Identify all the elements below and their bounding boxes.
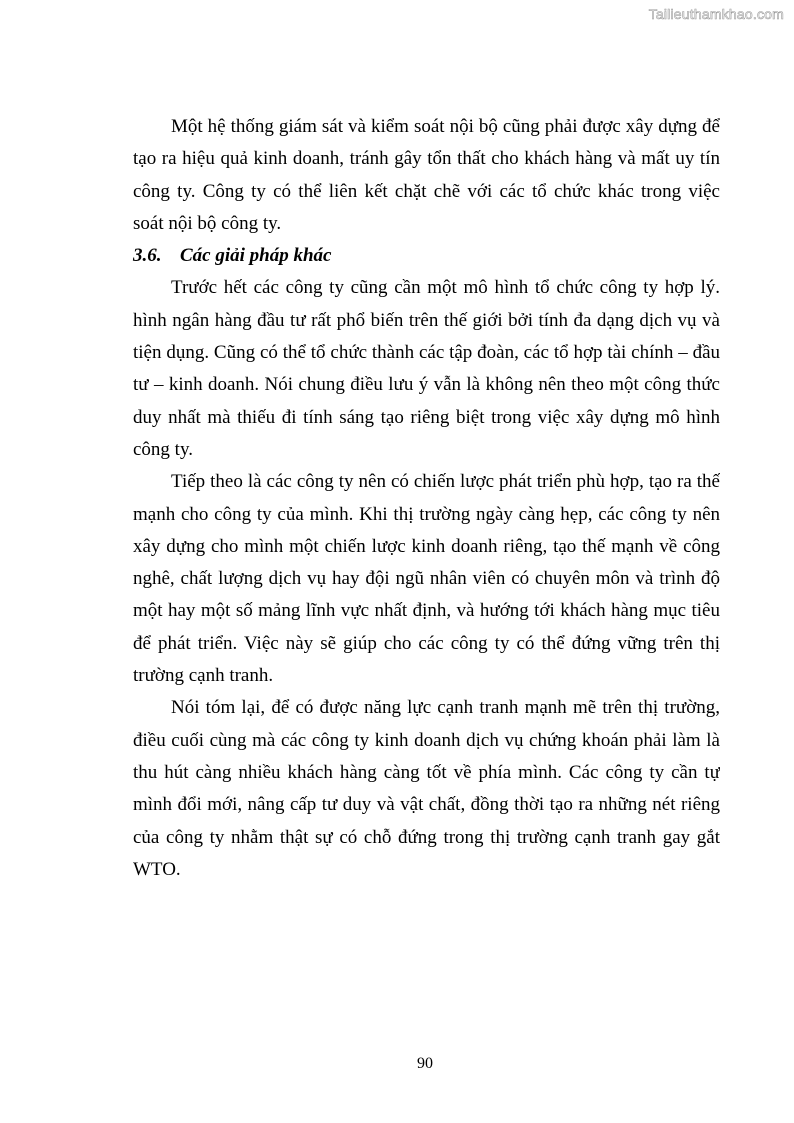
paragraph-line: công ty. [133,438,193,460]
paragraph-line: tư – kinh doanh. Nói chung điều lưu ý vẫn là không nên theo một công thức [133,374,720,396]
paragraph-line: xây dựng cho mình một chiến lược kinh doanh riêng, tạo thế mạnh về công [133,535,720,557]
section-title: Các giải pháp khác [180,245,332,267]
paragraph-line: Trước hết các công ty cũng cần một mô hình tổ chức công ty hợp lý. [171,277,720,299]
paragraph-line: của công ty nhằm thật sự có chỗ đứng trong thị trường cạnh tranh gay gắt [133,826,720,848]
paragraph-line: Tiếp theo là các công ty nên có chiến lược phát triển phù hợp, tạo ra thế [171,471,720,493]
paragraph-line: Một hệ thống giám sát và kiểm soát nội bộ cũng phải được xây dựng để [171,116,720,137]
paragraph-line: tạo ra hiệu quả kinh doanh, tránh gây tổn thất cho khách hàng và mất uy tín [133,148,720,170]
watermark: Tailieuthamkhao.com [648,6,784,22]
paragraph-line: mình đổi mới, nâng cấp tư duy và vật chất, đồng thời tạo ra những nét riêng [133,794,720,816]
page-number: 90 [417,1055,433,1072]
paragraph-line: công ty. Công ty có thể liên kết chặt chẽ với các tổ chức khác trong việc [133,180,720,202]
paragraph [133,692,720,886]
paragraph-line: mạnh cho công ty của mình. Khi thị trường ngày càng hẹp, các công ty nên [133,503,720,525]
paragraph [133,466,720,692]
paragraph-line: trường cạnh tranh. [133,665,274,687]
paragraph-line: Nói tóm lại, để có được năng lực cạnh tranh mạnh mẽ trên thị trường, [171,697,720,719]
paragraph [133,272,720,466]
paragraph-line: duy nhất mà thiếu đi tính sáng tạo riêng biệt trong việc xây dựng mô hình [133,406,720,428]
paragraph [133,111,720,240]
paragraph-line: tiện dụng. Cũng có thể tổ chức thành các tập đoàn, các tổ hợp tài chính – đầu [133,342,720,364]
paragraph-line: điều cuối cùng mà các công ty kinh doanh dịch vụ chứng khoán phải làm là [133,729,720,751]
paragraph-line: soát nội bộ công ty. [133,212,282,234]
document-body [133,111,720,886]
paragraph-line: để phát triển. Việc này sẽ giúp cho các công ty có thể đứng vững trên thị [133,632,720,654]
paragraph-line: thu hút càng nhiều khách hàng càng tốt về phía mình. Các công ty cần tự [133,761,720,783]
paragraph-line: hình ngân hàng đầu tư rất phổ biến trên thế giới bởi tính đa dạng dịch vụ và [133,309,720,331]
paragraph-line: WTO. [133,858,181,880]
section-number: 3.6. [133,245,162,267]
section-heading [133,240,720,272]
paragraph-line: nghê, chất lượng dịch vụ hay đội ngũ nhân viên có chuyên môn và trình độ [133,568,720,590]
paragraph-line: một hay một số mảng lĩnh vực nhất định, và hướng tới khách hàng mục tiêu [133,600,720,622]
